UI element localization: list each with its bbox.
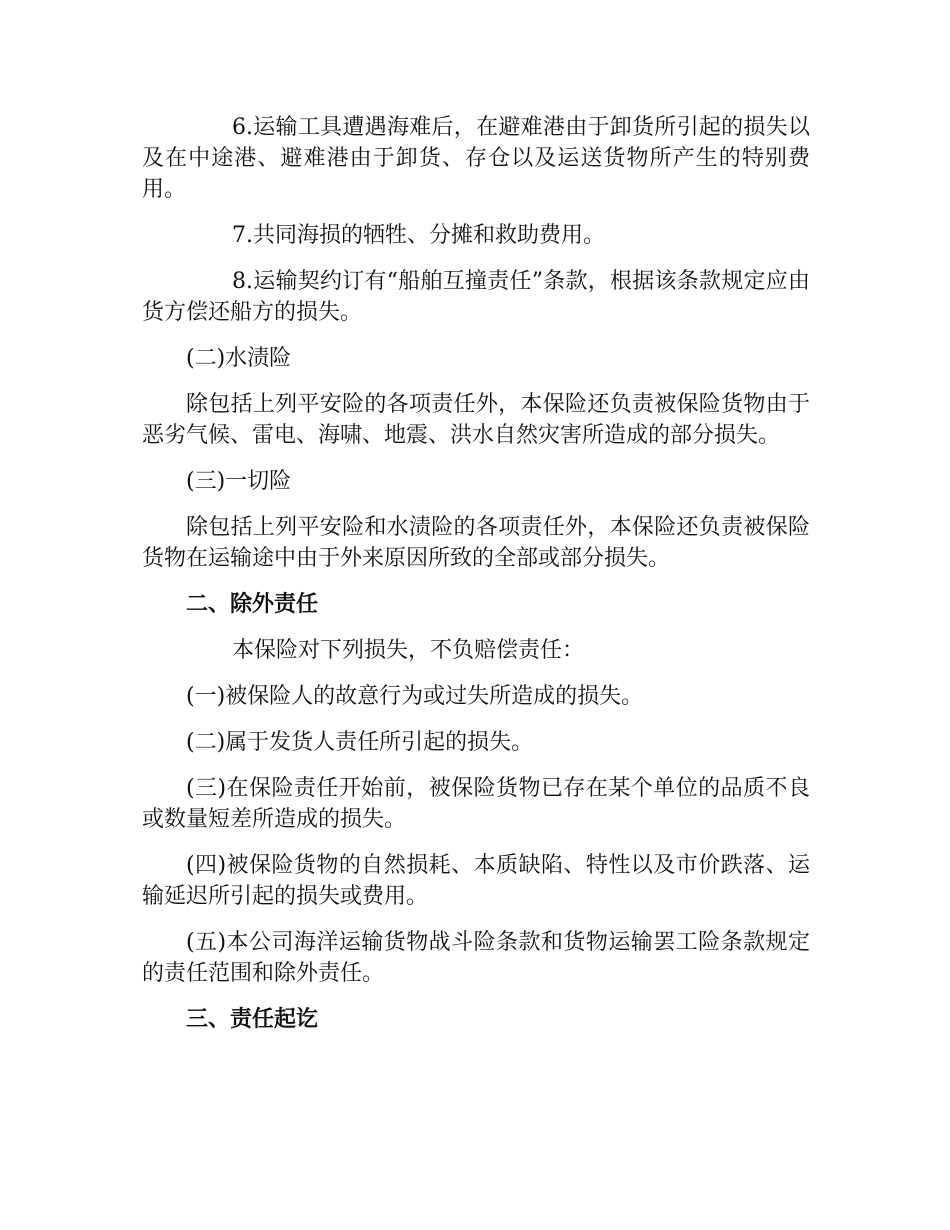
clause-6: 6.运输工具遭遇海难后，在避难港由于卸货所引起的损失以及在中途港、避难港由于卸货、存仓以及运送货物所产生的特别费用。 — [142, 115, 810, 202]
exclusion-1: (一)被保险人的故意行为或过失所造成的损失。 — [186, 684, 644, 709]
exclusion-2: (二)属于发货人责任所引起的损失。 — [186, 730, 534, 755]
subheading-all-risks: (三)一切险 — [186, 469, 292, 494]
clause-7: 7.共同海损的牺牲、分摊和救助费用。 — [232, 223, 605, 248]
section-heading-duration: 三、责任起讫 — [186, 1006, 319, 1032]
section-heading-exclusions: 二、除外责任 — [186, 591, 319, 617]
all-risks-text: 除包括上列平安险和水渍险的各项责任外，本保险还负责被保险货物在运输途中由于外来原因所致的全部或部分损失。 — [142, 515, 810, 571]
water-damage-text: 除包括上列平安险的各项责任外，本保险还负责被保险货物由于恶劣气候、雷电、海啸、地震、洪水自然灾害所造成的部分损失。 — [142, 392, 810, 448]
exclusion-4: (四)被保险货物的自然损耗、本质缺陷、特性以及市价跌落、运输延迟所引起的损失或费用。 — [142, 853, 810, 909]
exclusion-3: (三)在保险责任开始前，被保险货物已存在某个单位的品质不良或数量短差所造成的损失。 — [142, 776, 810, 832]
document-page — [142, 112, 810, 1050]
exclusion-5: (五)本公司海洋运输货物战斗险条款和货物运输罢工险条款规定的责任范围和除外责任。 — [142, 930, 810, 986]
subheading-water-damage: (二)水渍险 — [186, 346, 292, 371]
clause-8: 8.运输契约订有“船舶互撞责任”条款，根据该条款规定应由货方偿还船方的损失。 — [142, 269, 810, 325]
exclusions-intro: 本保险对下列损失，不负赔偿责任： — [232, 638, 585, 663]
